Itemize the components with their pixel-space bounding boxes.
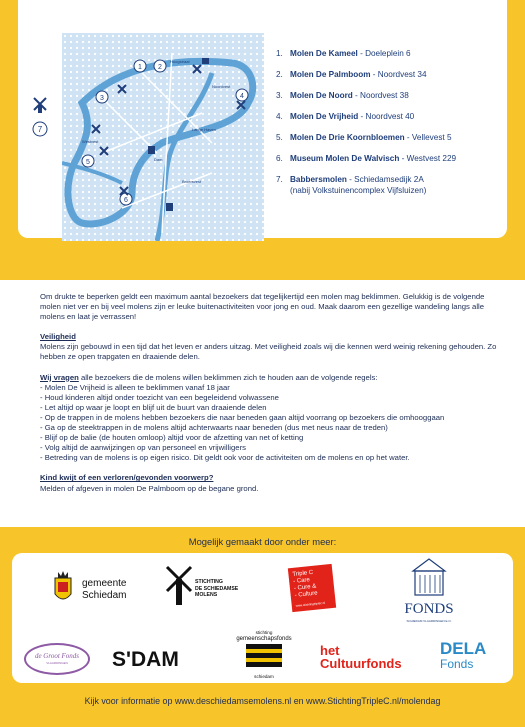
gemeenschap-line3: schiedam — [254, 674, 274, 679]
windmill-logo-icon — [165, 563, 193, 607]
rules-section: Wij vragen alle bezoekers die de molens willen beklimmen zich te houden aan de volgende regels: - Molen De Vrijheid is alleen te beklimmen vanaf 18 jaar - Houd kinderen altijd onder toezicht van een begeleidend volwassene - Let altijd op waar je loopt en blijf uit de buurt van draaiende delen - Op de trappen in de molens hebben bezoekers die naar beneden gaan altijd voorrang op bezoekers die omhooggaan - Ga op de steektrappen in de molens altijd achterwaarts naar beneden (dus met neus naar de treden) - Blijf op de balie (de houten omloop) altijd voor de afzetting van net of ketting - Volg altijd de aanwijzingen op van personeel en vrijwilligers - Betreding van de molens is op eigen risico. Dit geldt ook voor de activiteiten om de molens en op het water. — [40, 373, 500, 464]
svg-text:6: 6 — [124, 197, 128, 204]
gemeenschapsfonds-logo[interactable] — [232, 630, 296, 682]
stripes-icon — [246, 644, 282, 672]
legend-item: 3. Molen De Noord - Noordvest 38 — [276, 91, 409, 100]
mill-legend — [276, 48, 506, 206]
cultuurfonds-logo[interactable] — [320, 644, 410, 678]
svg-text:Noordvest: Noordvest — [212, 84, 231, 89]
stichting-molens-logo[interactable] — [165, 563, 245, 615]
dela-line2: Fonds — [440, 657, 474, 671]
legend-item: 2. Molen De Palmboom - Noordvest 34 — [276, 70, 427, 79]
rule-item: - Ga op de steektrappen in de molens altijd achterwaarts naar beneden (dus met neus naar de treden) — [40, 423, 388, 433]
svg-text:2: 2 — [158, 64, 162, 71]
mill-marker-4[interactable] — [236, 89, 248, 101]
lost-heading: Kind kwijt of een verloren/gevonden voorwerp? — [40, 473, 214, 483]
gemeente-line1: gemeente — [82, 578, 127, 589]
cultuurfonds-text: het Cultuurfonds — [320, 643, 402, 671]
de-groot-text: de Groot Fonds — [34, 652, 80, 660]
rule-item: - Betreding van de molens is op eigen risico. Dit geldt ook voor de activiteiten om de molens en op het water. — [40, 453, 410, 463]
mill-marker-5[interactable] — [82, 155, 94, 167]
mill-marker-2[interactable] — [154, 60, 166, 72]
svg-text:5: 5 — [86, 159, 90, 166]
svg-text:Lange Haven: Lange Haven — [192, 127, 216, 132]
legend-item: 5. Molen De Drie Koornbloemen - Vellevest 5 — [276, 133, 452, 142]
rule-item: - Volg altijd de aanwijzingen op van personeel en vrijwilligers — [40, 443, 246, 453]
triple-c-logo[interactable] — [288, 564, 336, 612]
fonds-name: FONDS — [404, 601, 454, 617]
safety-text: Molens zijn gebouwd in een tijd dat het leven er anders uitzag. Met veiligheid zoals wij die kennen werd weinig rekening gehouden. Zo hebben ze open trapgaten en draaiende delen. — [40, 342, 497, 362]
sdam-text: S'DAM — [112, 648, 179, 671]
rules-list — [40, 383, 500, 464]
rule-item: - Op de trappen in de molens hebben bezoekers die naar beneden gaan altijd voorrang op bezoekers die omhooggaan — [40, 412, 445, 422]
svg-text:Hoogstraat: Hoogstraat — [170, 59, 190, 64]
legend-item: 4. Molen De Vrijheid - Noordvest 40 — [276, 112, 415, 121]
windmill-icon — [28, 96, 52, 140]
svg-text:Dam: Dam — [154, 157, 163, 162]
legend-item: 6. Museum Molen De Walvisch - Westvest 229 — [276, 154, 457, 163]
footer-info: Kijk voor informatie op www.deschiedamsemolens.nl en www.StichtingTripleC.nl/molendag — [84, 696, 441, 706]
dela-fonds-logo[interactable] — [440, 640, 500, 678]
mill-marker-3[interactable] — [96, 91, 108, 103]
gemeente-line2: Schiedam — [82, 590, 127, 601]
mill-marker-1[interactable] — [134, 60, 146, 72]
triple-c-text: Triple C - Care - Cure & - Culture — [292, 569, 318, 599]
info-text — [40, 292, 500, 504]
gemeenschap-line1: stichting — [255, 630, 273, 635]
svg-text:4: 4 — [240, 93, 244, 100]
legend-item: 1. Molen De Kameel - Doeleplein 6 — [276, 49, 411, 58]
de-groot-fonds-logo[interactable] — [24, 643, 90, 675]
svg-text:Broersvest: Broersvest — [182, 179, 202, 184]
triple-c-url: www.stichtingtriplec.nl — [295, 600, 326, 608]
marker-label: 1 — [138, 64, 142, 71]
legend-item: 7. Babbersmolen - Schiedamsedijk 2A (nabij Volkstuinencomplex Vijfsluizen) — [276, 175, 427, 195]
mill-marker-6[interactable] — [120, 193, 132, 205]
rules-heading: Wij vragen — [40, 372, 79, 382]
rule-item: - Let altijd op waar je loopt en blijf uit de buurt van draaiende delen — [40, 402, 267, 412]
sdam-logo[interactable] — [112, 648, 179, 672]
building-icon — [409, 557, 449, 597]
rule-item: - Houd kinderen altijd onder toezicht van een begeleidend volwassene — [40, 392, 279, 402]
de-groot-sub: VLAARDINGEN — [46, 661, 68, 665]
lost-section — [40, 473, 500, 493]
fonds-logo[interactable] — [396, 557, 462, 627]
svg-text:Westvest: Westvest — [82, 139, 99, 144]
intro-paragraph: Om drukte te beperken geldt een maximum aantal bezoekers dat tegelijkertijd een molen mag beklimmen. Gelukkig is de volgende molen niet ver en bij veel molens zijn er leuke buitenactiviteiten voor jong en oud. Maak daarom een gezellige wandeling langs alle molens en laat je verrassen! — [40, 292, 485, 322]
rule-item: - Molen De Vrijheid is alleen te beklimmen vanaf 18 jaar — [40, 382, 230, 392]
dela-line1: DELA — [440, 639, 487, 658]
lost-text: Melden of afgeven in molen De Palmboom op de begane grond. — [40, 483, 259, 493]
stichting-text: STICHTING DE SCHIEDAMSE MOLENS — [195, 579, 239, 598]
svg-text:3: 3 — [100, 95, 104, 102]
city-map — [62, 33, 264, 241]
safety-heading: Veiligheid — [40, 332, 76, 342]
marker-7-label: 7 — [37, 125, 43, 134]
rule-item: - Blijf op de balie (de houten omloop) altijd voor de afzetting van net of ketting — [40, 433, 304, 443]
gemeenschap-line2: gemeenschapsfonds — [236, 636, 292, 642]
sponsor-title: Mogelijk gemaakt door onder meer: — [188, 536, 337, 547]
legend-note: (nabij Volkstuinencomplex Vijfsluizen) — [290, 186, 427, 195]
map-drawing — [62, 33, 264, 241]
gemeente-schiedam-logo[interactable] — [52, 568, 152, 610]
fonds-sub: SCHIEDAM VLAARDINGEN E.O. — [406, 619, 452, 623]
crest-icon — [52, 570, 74, 606]
safety-section — [40, 332, 500, 362]
hexagon-divider — [0, 240, 525, 300]
